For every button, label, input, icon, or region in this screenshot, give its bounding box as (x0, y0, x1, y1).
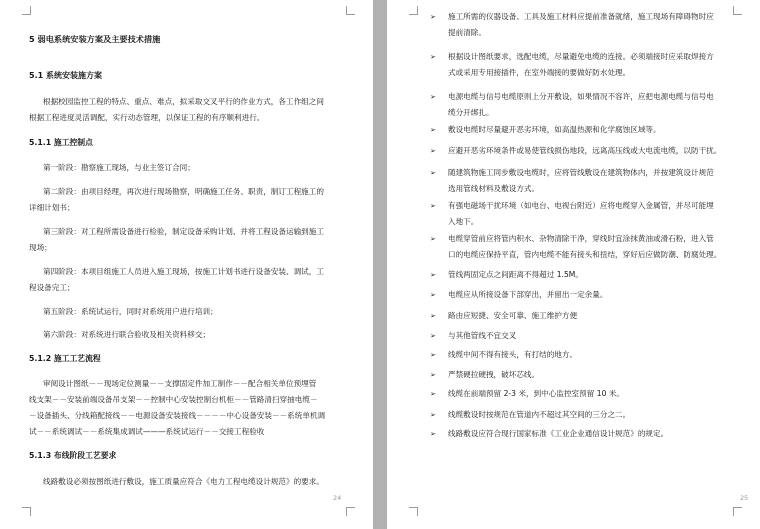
paragraph-line: 根据工程进度灵活调配，实行动态管理，以保证工程的有序顺利进行。 (29, 113, 265, 122)
bullet-text-line: 电缆穿管前应将管内积水、杂物清除干净，穿线时宜涂抹黄油或滑石粉，进入管 (448, 234, 714, 243)
bullet-arrow-icon: ➢ (430, 93, 436, 101)
page-corner-mark (346, 6, 355, 15)
bullet-text-line: 线缆中间不得有接头，有打结的地方。 (448, 350, 578, 359)
flow-line: 试－－系统调试－－系统集成调试———系统试运行－－交接工程验收 (29, 427, 265, 436)
flow-line: －设备插头、分线箱配接线－－电源设备安装接线－－－－中心设备安装－－系统单机调 (29, 411, 326, 420)
page-corner-mark (22, 6, 31, 15)
subsubsection-heading: 5.1.3 布线阶段工艺要求 (29, 451, 117, 460)
bullet-arrow-icon: ➢ (430, 312, 436, 320)
bullet-arrow-icon: ➢ (430, 169, 436, 177)
page-number: 24 (333, 494, 342, 502)
phase-line: 第六阶段：对系统进行联合验收及相关资料移交； (43, 330, 211, 339)
bullet-arrow-icon: ➢ (430, 235, 436, 243)
bullet-arrow-icon: ➢ (430, 147, 436, 155)
bullet-text-line: 根据设计图纸要求，选配电缆，尽量避免电缆的连接。必须端接时应采取焊接方 (448, 52, 714, 61)
phase-line: 详细计划书； (29, 203, 75, 212)
phase-line: 第三阶段：对工程所需设备进行检验，制定设备采购计划、并将工程设备运输到施工 (43, 227, 324, 236)
bullet-arrow-icon: ➢ (430, 411, 436, 419)
bullet-text-line: 与其他管线不宜交叉 (448, 331, 517, 340)
bullet-text-line: 口的电缆应保持平直，管内电缆不能有接头和扭结，穿好后应做防潮、防腐处理。 (448, 250, 722, 259)
bullet-text-line: 路由应短捷、安全可靠、施工维护方便 (448, 311, 578, 320)
page-corner-mark (346, 507, 355, 516)
bullet-arrow-icon: ➢ (430, 371, 436, 379)
bullet-text-line: 电缆应从所接设备下部穿出，并留出一定余量。 (448, 290, 608, 299)
bullet-text-line: 选用管线材料及敷设方式。 (448, 184, 540, 193)
phase-line: 第四阶段：本项目组施工人员进入施工现场，按施工计划书进行设备安装、调试，工 (43, 267, 324, 276)
page-number: 25 (740, 494, 749, 502)
page-corner-mark (733, 6, 742, 15)
bullet-text-line: 提前清除。 (448, 28, 486, 37)
bullet-text-line: 随建筑物施工同步敷设电缆时，应将管线敷设在建筑物体内，并按建筑设计规范 (448, 168, 714, 177)
bullet-text-line: 施工所需的仪器设备、工具及施工材料应提前准备就绪，施工现场有障碍物时应 (448, 12, 714, 21)
phase-line: 第五阶段：系统试运行，同时对系统用户进行培训； (43, 307, 218, 316)
subsubsection-heading: 5.1.2 施工工艺流程 (29, 354, 101, 363)
bullet-arrow-icon: ➢ (430, 291, 436, 299)
document-page-right (387, 0, 760, 529)
bullet-text-line: 入地下。 (448, 217, 479, 226)
bullet-text-line: 管线两固定点之间距离不得超过 1.5M。 (448, 270, 583, 279)
flow-line: 线支架－－安装前端设备吊支架－－控制中心安装控制台机柜－－管路清扫穿抽电缆－ (29, 395, 318, 404)
paragraph-line: 线路敷设必须按图纸进行敷设，施工质量应符合《电力工程电缆设计规范》的要求。 (43, 477, 324, 486)
phase-line: 现场； (29, 243, 52, 252)
flow-line: 审阅设计图纸－－现场定位测量－－支撑固定件加工制作－－配合相关单位预埋管 (43, 379, 317, 388)
section-heading: 5 弱电系统安装方案及主要技术措施 (29, 34, 161, 44)
bullet-arrow-icon: ➢ (430, 202, 436, 210)
bullet-text-line: 线路敷设应符合现行国家标准《工业企业通信设计规范》的规定。 (448, 429, 669, 438)
page-corner-mark (409, 6, 418, 15)
bullet-text-line: 应避开恶劣环境条件或易使管线损伤地段，远离高压线或大电流电缆，以防干扰。 (448, 146, 722, 155)
bullet-arrow-icon: ➢ (430, 126, 436, 134)
subsection-heading: 5.1 系统安装施方案 (29, 71, 102, 80)
page-corner-mark (409, 507, 418, 516)
bullet-text-line: 敷设电缆时尽量避开恶劣环境，如高温热源和化学腐蚀区域等。 (448, 125, 661, 134)
phase-line: 程设备完工； (29, 283, 75, 292)
phase-line: 第一阶段：勘察施工现场，与业主签订合同； (43, 163, 195, 172)
bullet-text-line: 线缆在前端预留 2-3 米，到中心监控室预留 10 米。 (448, 389, 624, 398)
bullet-text-line: 有强电磁场干扰环境（如电台、电视台附近）应将电缆穿入金属管，并尽可能埋 (448, 201, 714, 210)
page-corner-mark (22, 507, 31, 516)
document-page-left (0, 0, 373, 529)
bullet-arrow-icon: ➢ (430, 332, 436, 340)
bullet-arrow-icon: ➢ (430, 271, 436, 279)
bullet-arrow-icon: ➢ (430, 53, 436, 61)
bullet-text-line: 式或采用专用接插件，在室外端接的要做好防水处理。 (448, 68, 631, 77)
paragraph-line: 根据校园监控工程的特点、重点、难点，拟采取交叉平行的作业方式，各工作组之间 (43, 97, 324, 106)
page-corner-mark (733, 507, 742, 516)
bullet-arrow-icon: ➢ (430, 430, 436, 438)
bullet-arrow-icon: ➢ (430, 390, 436, 398)
bullet-text-line: 严禁硬拉硬拽，破坏芯线。 (448, 370, 540, 379)
bullet-arrow-icon: ➢ (430, 351, 436, 359)
bullet-text-line: 线缆敷设时按规范在管道内不超过其空间的三分之二。 (448, 410, 631, 419)
bullet-text-line: 缆分开绑扎。 (448, 108, 494, 117)
bullet-text-line: 电源电缆与信号电缆原则上分开敷设，如果情况不容许，应把电源电缆与信号电 (448, 92, 714, 101)
bullet-arrow-icon: ➢ (430, 13, 436, 21)
page-gap (373, 0, 387, 529)
subsubsection-heading: 5.1.1 施工控制点 (29, 138, 93, 147)
phase-line: 第二阶段：由项目经理，再次进行现场勘察，明确施工任务、职责，制订工程施工的 (43, 187, 324, 196)
